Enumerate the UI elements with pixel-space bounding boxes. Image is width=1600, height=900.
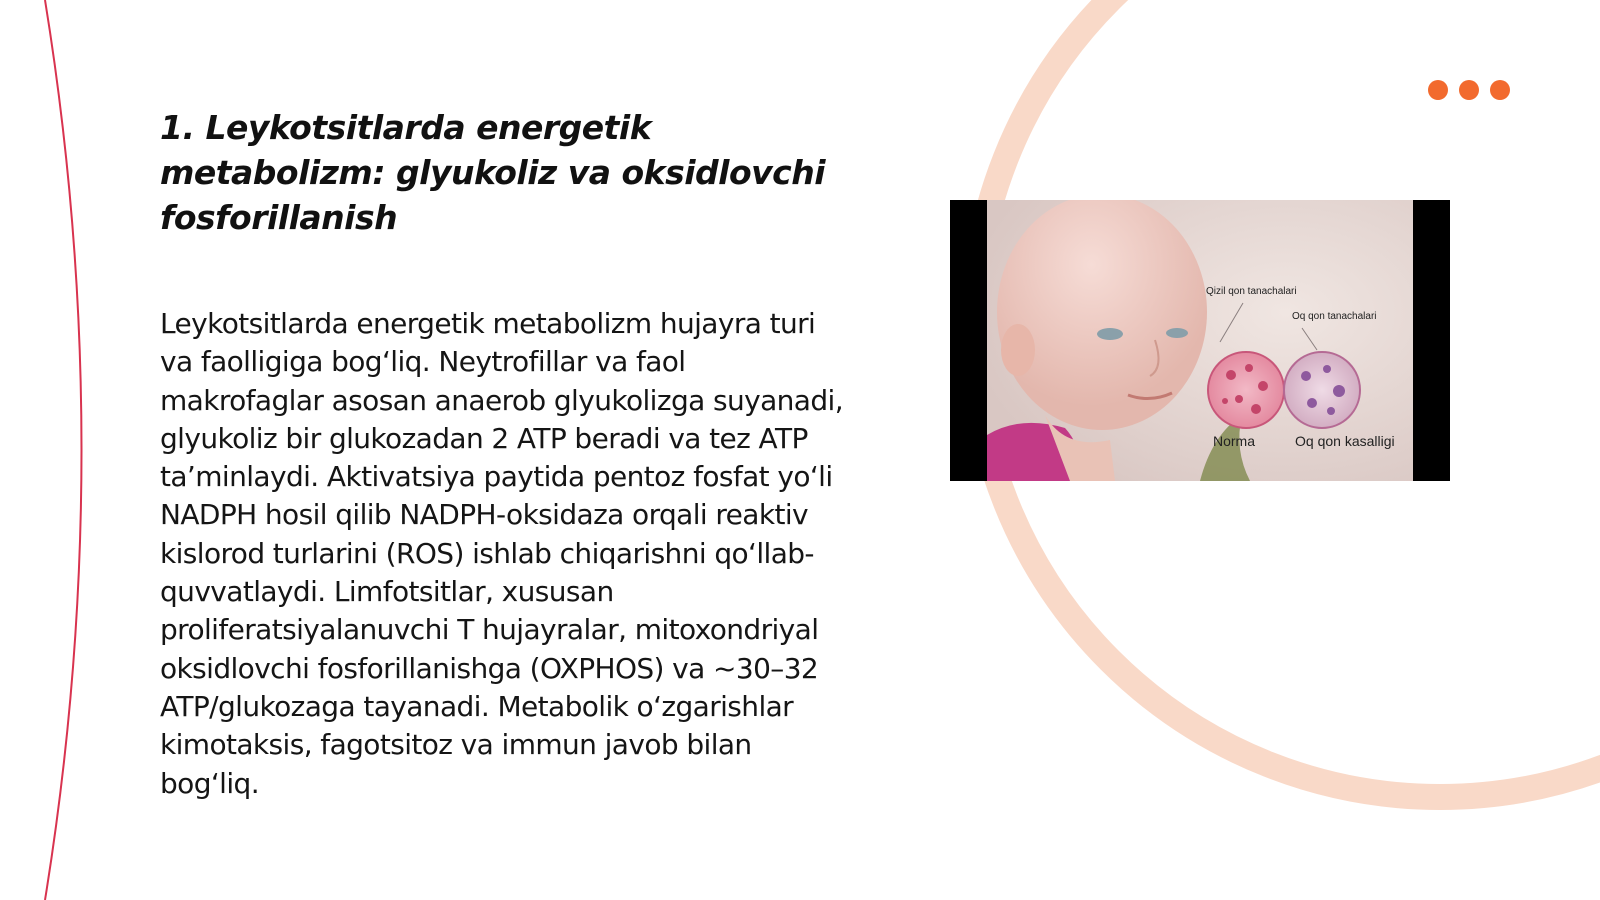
child-ear bbox=[1001, 324, 1035, 376]
dot-3 bbox=[1490, 80, 1510, 100]
dot-2 bbox=[1459, 80, 1479, 100]
slide-title: 1. Leykotsitlarda energetik metabolizm: glyukoliz va oksidlovchi fosforillanish bbox=[160, 108, 826, 237]
menu-dots-icon bbox=[1428, 80, 1512, 100]
slide-body-text: Leykotsitlarda energetik metabolizm hujayra turi va faolligiga bog‘liq. Neytrofillar va faol makrofaglar asosan anaerob glyukolizga suyanadi, glyukoliz bir glukozadan 2 ATP beradi va tez ATP ta’minlaydi. Aktivatsiya paytida pentoz fosfat yo‘li NADPH hosil qilib NADPH-oksidaza orqali reaktiv kislorod turlarini (ROS) ishlab chiqarishni qo‘llab-quvvatlaydi. Limfotsitlar, xususan proliferatsiyalanuvchi T hujayralar, mitoxondriyal oksidlovchi fosforillanishga (OXPHOS) va ~30–32 ATP/glukozaga tayanadi. Metabolik o‘zgarishlar kimotaksis, fagotsitoz va immun javob bilan bog‘liq. bbox=[160, 307, 843, 800]
red-cells-circle bbox=[1208, 352, 1284, 428]
label-red-cells: Qizil qon tanachalari bbox=[1206, 286, 1297, 297]
illustration-image bbox=[950, 200, 1450, 481]
decorative-left-line bbox=[45, 0, 82, 900]
label-disease: Oq qon kasalligi bbox=[1295, 433, 1395, 449]
label-white-cells: Oq qon tanachalari bbox=[1292, 311, 1377, 322]
white-cells-circle bbox=[1284, 352, 1360, 428]
dot-1 bbox=[1428, 80, 1448, 100]
child-eye-left bbox=[1097, 328, 1123, 340]
child-head bbox=[997, 200, 1207, 430]
child-eye-right bbox=[1166, 328, 1188, 338]
label-norm: Norma bbox=[1213, 433, 1256, 449]
